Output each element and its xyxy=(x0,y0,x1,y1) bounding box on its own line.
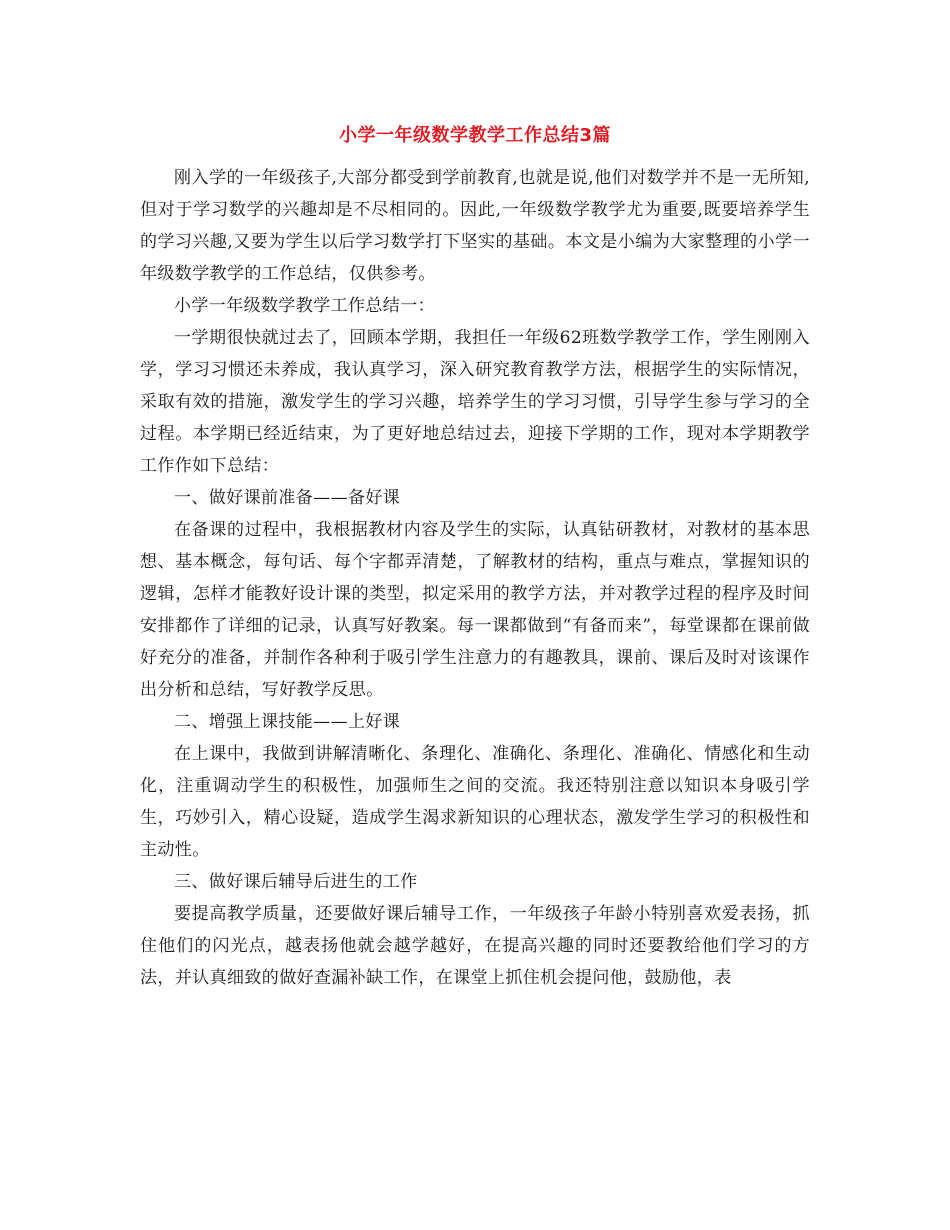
section-heading-summary-one: 小学一年级数学教学工作总结一： xyxy=(174,296,435,316)
teaching-skills-paragraph: 在上课中，我做到讲解清晰化、条理化、准确化、条理化、准确化、情感化和生动化，注重调动学生的积极性，加强师生之间的交流。我还特别注意以知识本身吸引学生，巧妙引入，精心设疑，造成学生渴求新知识的心理状态，激发学生学习的积极性和主动性。 xyxy=(140,744,810,860)
document-title: 小学一年级数学教学工作总结3篇 xyxy=(338,125,612,146)
tutoring-paragraph: 要提高教学质量，还要做好课后辅导工作，一年级孩子年龄小特别喜欢爱表扬，抓住他们的闪光点，越表扬他就会越学越好，在提高兴趣的同时还要教给他们学习的方法，并认真细致的做好查漏补缺工作，在课堂上抓住机会提问他，鼓励他，表 xyxy=(140,904,810,988)
summary-paragraph: 一学期很快就过去了，回顾本学期，我担任一年级62班数学教学工作，学生刚刚入学，学习习惯还未养成，我认真学习，深入研究教育教学方法，根据学生的实际情况，采取有效的措施，激发学生的学习兴趣，培养学生的学习习惯，引导学生参与学习的全过程。本学期已经近结束，为了更好地总结过去，迎接下学期的工作，现对本学期教学工作作如下总结： xyxy=(140,328,810,476)
section-heading-teaching-skills: 二、增强上课技能——上好课 xyxy=(174,712,401,732)
section-heading-tutoring: 三、做好课后辅导后进生的工作 xyxy=(174,872,418,892)
lesson-prep-paragraph: 在备课的过程中，我根据教材内容及学生的实际，认真钻研教材，对教材的基本思想、基本概念，每句话、每个字都弄清楚，了解教材的结构，重点与难点，掌握知识的逻辑，怎样才能教好设计课的类型，拟定采用的教学方法，并对教学过程的程序及时间安排都作了详细的记录，认真写好教案。每一课都做到“有备而来”，每堂课都在课前做好充分的准备，并制作各种利于吸引学生注意力的有趣教具，课前、课后及时对该课作出分析和总结，写好教学反思。 xyxy=(140,520,810,700)
section-heading-lesson-prep: 一、做好课前准备——备好课 xyxy=(174,488,401,508)
intro-paragraph: 刚入学的一年级孩子,大部分都受到学前教育,也就是说,他们对数学并不是一无所知,但对于学习数学的兴趣却是不尽相同的。因此,一年级数学教学尤为重要,既要培养学生的学习兴趣,又要为学生以后学习数学打下坚实的基础。本文是小编为大家整理的小学一年级数学教学的工作总结，仅供参考。 xyxy=(140,168,810,284)
document-body xyxy=(140,162,810,994)
